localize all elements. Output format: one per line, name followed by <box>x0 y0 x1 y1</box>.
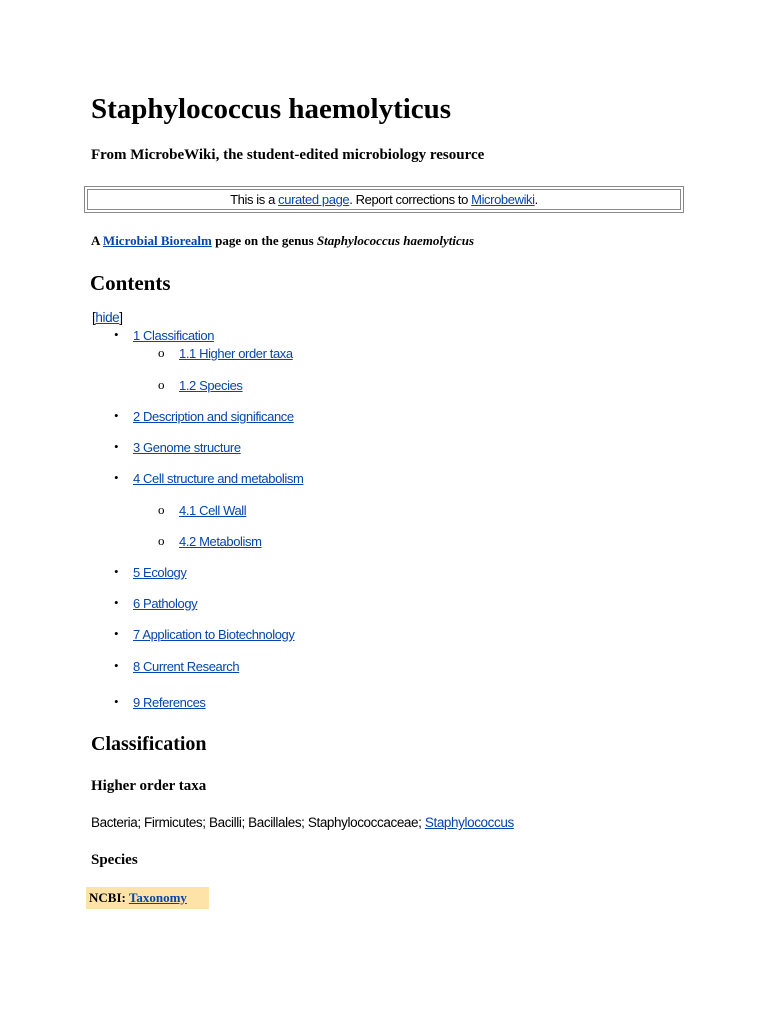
bullet-icon: • <box>114 694 119 709</box>
page-title: Staphylococcus haemolyticus <box>91 93 452 125</box>
ncbi-label: NCBI: <box>89 890 129 905</box>
bullet-icon: • <box>114 439 119 454</box>
toc-item-cell-wall[interactable]: 4.1 Cell Wall <box>179 503 247 518</box>
bullet-icon: • <box>114 564 119 579</box>
ncbi-taxonomy-link[interactable]: Taxonomy <box>128 890 187 905</box>
toc-item-species[interactable]: 1.2 Species <box>179 378 243 393</box>
circle-bullet-icon: o <box>158 533 165 548</box>
contents-heading: Contents <box>90 271 171 295</box>
classification-heading: Classification <box>91 733 207 755</box>
curated-notice <box>87 189 681 210</box>
circle-bullet-icon: o <box>158 377 165 392</box>
circle-bullet-icon: o <box>158 502 165 517</box>
toc-toggle-open-bracket: [ <box>92 310 96 325</box>
toc-item-references[interactable]: 9 References <box>133 695 206 710</box>
toc-item-biotechnology[interactable]: 7 Application to Biotechnology <box>133 627 295 642</box>
toc-item-higher-order-taxa[interactable]: 1.1 Higher order taxa <box>179 346 293 361</box>
curated-notice-prefix: This is a <box>230 192 279 207</box>
staphylococcus-link[interactable]: Staphylococcus <box>424 815 514 830</box>
microbewiki-link[interactable]: Microbewiki <box>471 192 535 207</box>
toc-toggle <box>92 310 123 325</box>
toc-item-classification[interactable]: 1 Classification <box>133 328 215 343</box>
curated-notice-middle: . Report corrections to <box>349 192 472 207</box>
toc-toggle-close-bracket: ] <box>119 310 123 325</box>
intro-line <box>91 233 474 249</box>
curated-notice-box <box>84 186 684 213</box>
bullet-icon: • <box>114 327 119 342</box>
page-subtitle: From MicrobeWiki, the student-edited microbiology resource <box>91 147 485 163</box>
toc-item-current-research[interactable]: 8 Current Research <box>133 659 240 674</box>
circle-bullet-icon: o <box>158 345 165 360</box>
bullet-icon: • <box>114 408 119 423</box>
toc-item-description[interactable]: 2 Description and significance <box>133 409 294 424</box>
toc-item-pathology[interactable]: 6 Pathology <box>133 596 198 611</box>
toc-item-genome-structure[interactable]: 3 Genome structure <box>133 440 241 455</box>
intro-middle: page on the genus <box>211 233 317 248</box>
toc-item-cell-structure[interactable]: 4 Cell structure and metabolism <box>133 471 304 486</box>
bullet-icon: • <box>114 658 119 673</box>
bullet-icon: • <box>114 626 119 641</box>
intro-prefix: A <box>91 233 103 248</box>
curated-page-link[interactable]: curated page <box>278 192 350 207</box>
species-heading: Species <box>91 852 138 868</box>
genus-name: Staphylococcus haemolyticus <box>316 233 475 248</box>
microbial-biorealm-link[interactable]: Microbial Biorealm <box>102 233 212 248</box>
higher-order-taxa-heading: Higher order taxa <box>91 778 207 794</box>
curated-notice-suffix: . <box>534 192 538 207</box>
ncbi-line <box>89 890 187 906</box>
taxa-text: Bacteria; Firmicutes; Bacilli; Bacillales; Staphylococcaceae; <box>91 815 425 830</box>
toc-hide-link[interactable]: hide <box>95 310 120 325</box>
bullet-icon: • <box>114 595 119 610</box>
toc-item-metabolism[interactable]: 4.2 Metabolism <box>179 534 262 549</box>
taxa-line <box>91 815 514 830</box>
bullet-icon: • <box>114 470 119 485</box>
toc-item-ecology[interactable]: 5 Ecology <box>133 565 187 580</box>
